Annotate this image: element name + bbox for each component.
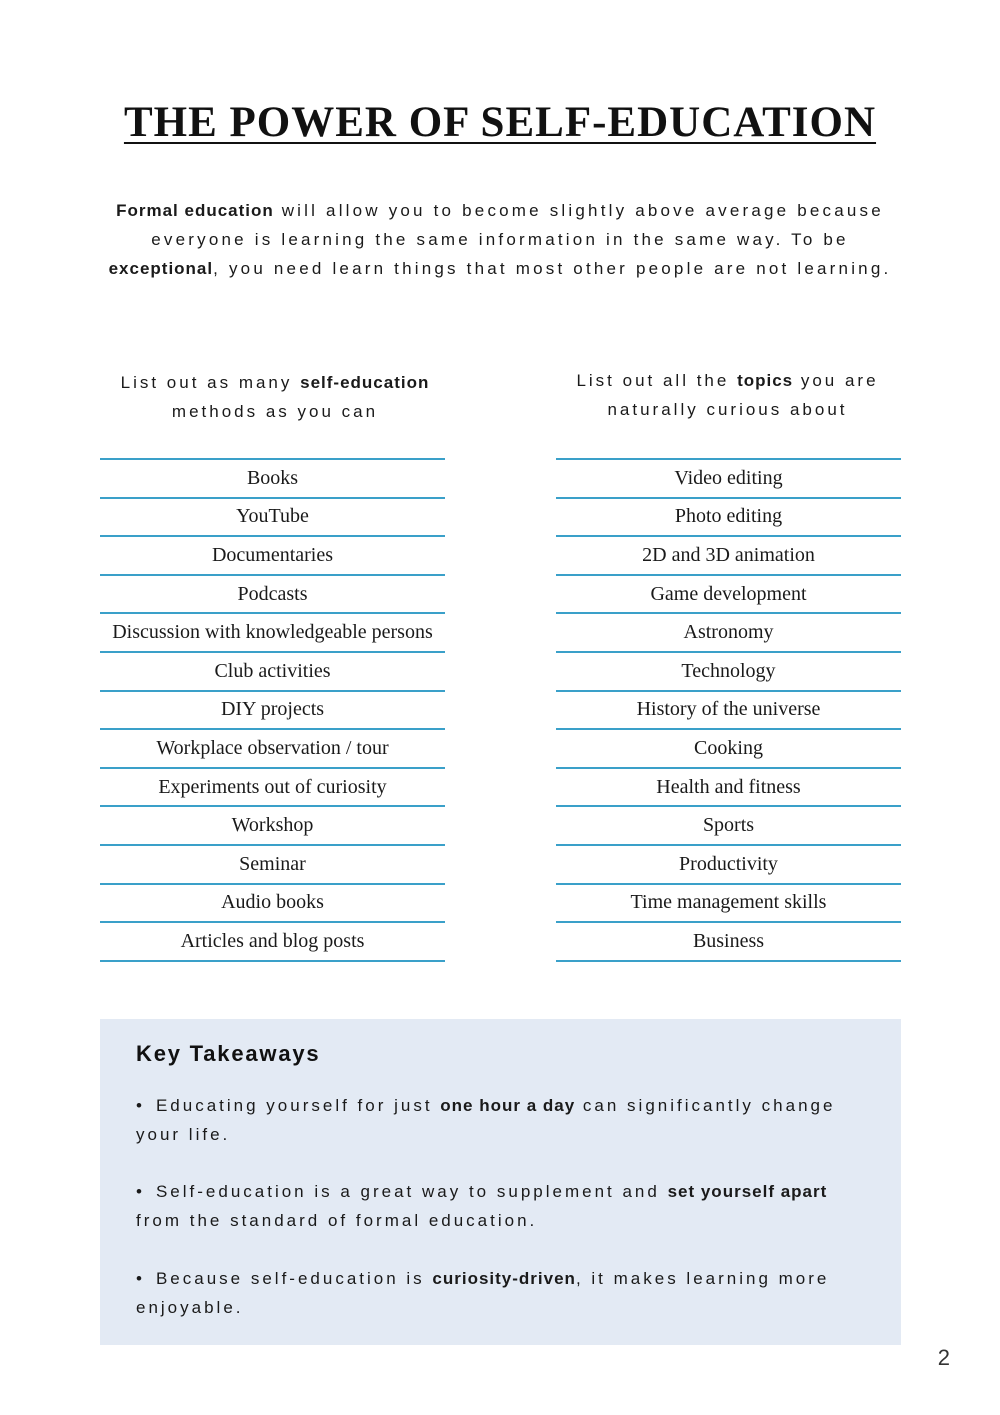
topics-list-item: Cooking <box>556 728 901 767</box>
methods-list-item: Documentaries <box>100 535 445 574</box>
topics-list-item: History of the universe <box>556 690 901 729</box>
topics-list-item: Video editing <box>556 458 901 497</box>
page-number: 2 <box>937 1345 950 1370</box>
methods-list-item: DIY projects <box>100 690 445 729</box>
methods-list-item: Discussion with knowledgeable persons <box>100 612 445 651</box>
topics-list-bottom-rule <box>556 960 901 962</box>
takeaway-text-bold: one hour a day <box>440 1096 576 1115</box>
takeaway-item <box>136 1177 856 1235</box>
topics-list-item: Business <box>556 921 901 960</box>
takeaway-text-pre: Because self-education is <box>155 1269 433 1288</box>
methods-list-item: YouTube <box>100 497 445 536</box>
topics-list-item: Time management skills <box>556 883 901 922</box>
methods-heading-pre: List out as many <box>120 373 301 392</box>
takeaway-text-pre: Educating yourself for just <box>155 1096 441 1115</box>
topics-list-item: Astronomy <box>556 612 901 651</box>
topics-list-item: Productivity <box>556 844 901 883</box>
topics-list <box>556 458 901 962</box>
methods-list-bottom-rule <box>100 960 445 962</box>
topics-heading-bold: topics <box>737 371 794 390</box>
intro-text-1: will allow you to become slightly above average because everyone is learning the same information in the same way. To be <box>151 201 884 249</box>
topics-list-item: Sports <box>556 805 901 844</box>
methods-list-item: Audio books <box>100 883 445 922</box>
bullet-icon: • <box>136 1269 142 1288</box>
methods-heading-post: methods as you can <box>171 402 379 421</box>
topics-heading <box>545 366 910 424</box>
takeaway-text-post: from the standard of formal education. <box>136 1211 538 1230</box>
methods-list-item: Podcasts <box>100 574 445 613</box>
methods-list-item: Articles and blog posts <box>100 921 445 960</box>
key-takeaways-box <box>100 1019 901 1345</box>
methods-list-item: Seminar <box>100 844 445 883</box>
topics-list-item: Game development <box>556 574 901 613</box>
topics-list-item: Technology <box>556 651 901 690</box>
methods-list-item: Club activities <box>100 651 445 690</box>
intro-paragraph <box>100 196 900 283</box>
methods-list-item: Workshop <box>100 805 445 844</box>
intro-bold-formal: Formal education <box>116 201 274 220</box>
takeaway-item <box>136 1264 856 1322</box>
intro-bold-exceptional: exceptional <box>108 259 214 278</box>
topics-heading-post: you are naturally curious about <box>607 371 879 419</box>
methods-list-item: Workplace observation / tour <box>100 728 445 767</box>
key-takeaways-heading: Key Takeaways <box>136 1041 321 1066</box>
takeaway-text-post: , it makes learning more enjoyable. <box>136 1269 830 1317</box>
topics-list-item: 2D and 3D animation <box>556 535 901 574</box>
methods-heading-bold: self-education <box>300 373 430 392</box>
takeaway-item <box>136 1091 856 1149</box>
methods-heading <box>90 368 460 426</box>
intro-text-2: , you need learn things that most other people are not learning. <box>213 259 892 278</box>
topics-list-item: Photo editing <box>556 497 901 536</box>
takeaway-text-bold: set yourself apart <box>667 1182 828 1201</box>
takeaway-text-post: can significantly change your life. <box>136 1096 836 1144</box>
bullet-icon: • <box>136 1096 142 1115</box>
takeaway-text-bold: curiosity-driven <box>432 1269 576 1288</box>
topics-list-item: Health and fitness <box>556 767 901 806</box>
methods-list-item: Experiments out of curiosity <box>100 767 445 806</box>
topics-heading-pre: List out all the <box>576 371 738 390</box>
bullet-icon: • <box>136 1182 142 1201</box>
takeaway-text-pre: Self-education is a great way to supplement and <box>155 1182 668 1201</box>
page-title: THE POWER OF SELF-EDUCATION <box>123 99 877 146</box>
methods-list-item: Books <box>100 458 445 497</box>
methods-list <box>100 458 445 962</box>
